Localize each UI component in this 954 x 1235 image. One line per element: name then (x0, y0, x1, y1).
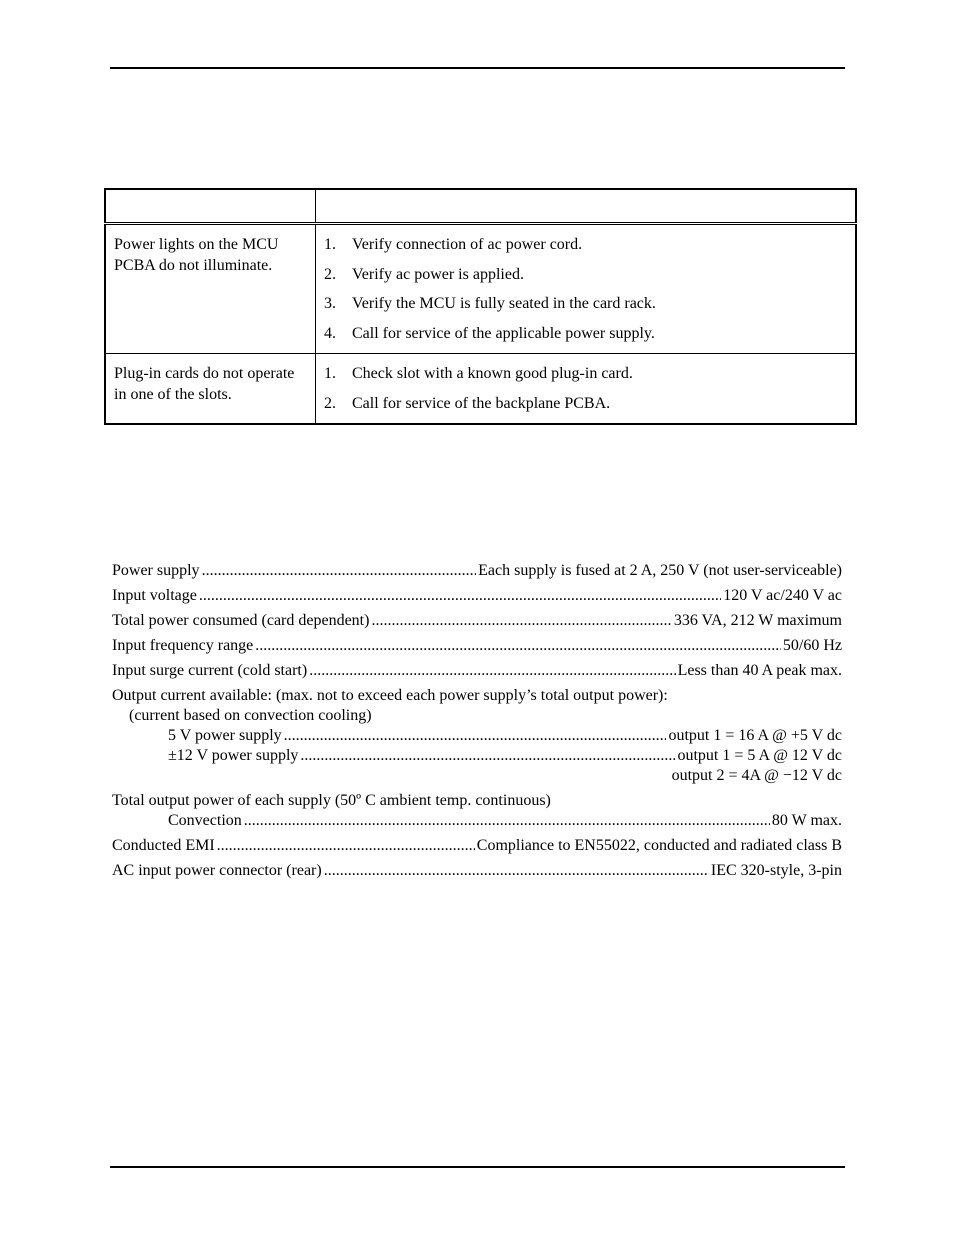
symptom-text: Plug-in cards do not operate in one of the slots. (114, 365, 295, 403)
action-list (316, 354, 855, 423)
spec-power-supply: Power supply ..... Each supply is fused at 2 A, 250 V (not user-serviceable) (112, 561, 842, 581)
footer-rule (110, 1166, 845, 1168)
symptom-text: Power lights on the MCU PCBA do not illuminate. (114, 236, 279, 274)
spec-ac-connector: AC input power connector (rear) ..... IEC 320-style, 3-pin (112, 861, 842, 881)
spec-12v-supply-output2: output 2 = 4A @ −12 V dc (671, 767, 842, 784)
header-rule (110, 67, 845, 69)
spec-input-voltage: Input voltage ..... 120 V ac/240 V ac (112, 586, 842, 606)
spec-convection: Convection ..... 80 W max. (112, 811, 842, 831)
troubleshooting-table (104, 188, 857, 425)
spec-12v-supply: ±12 V power supply ..... output 1 = 5 A @ 12 V dc (112, 746, 842, 766)
spec-output-current-heading: Output current available: (max. not to exceed each power supply’s total output power): (112, 687, 668, 704)
spec-output-current-subheading: (current based on convection cooling) (129, 707, 372, 724)
list-item: 1. Verify connection of ac power cord. (324, 236, 583, 253)
spec-surge-current: Input surge current (cold start) ..... Less than 40 A peak max. (112, 661, 842, 681)
spec-5v-supply: 5 V power supply ..... output 1 = 16 A @ +5 V dc (112, 726, 842, 746)
symptom-column-header (105, 189, 316, 224)
action-column-header (316, 189, 857, 224)
list-item: 3. Verify the MCU is fully seated in the card rack. (324, 295, 656, 312)
list-item: 1. Check slot with a known good plug-in card. (324, 365, 633, 382)
list-item: 2. Verify ac power is applied. (324, 265, 524, 283)
spec-output-power-heading: Total output power of each supply (50º C ambient temp. continuous) (112, 792, 551, 809)
list-item: 4. Call for service of the applicable power supply. (324, 324, 655, 342)
spec-conducted-emi: Conducted EMI ..... Compliance to EN55022, conducted and radiated class B (112, 836, 842, 856)
list-item: 2. Call for service of the backplane PCBA. (324, 394, 611, 412)
table-row (105, 354, 856, 425)
action-list (316, 225, 855, 353)
spec-total-power: Total power consumed (card dependent) ..... 336 VA, 212 W maximum (112, 611, 842, 631)
spec-input-frequency: Input frequency range ..... 50/60 Hz (112, 636, 842, 656)
table-header-row (105, 189, 856, 224)
table-row (105, 224, 856, 354)
power-specifications (112, 561, 842, 881)
